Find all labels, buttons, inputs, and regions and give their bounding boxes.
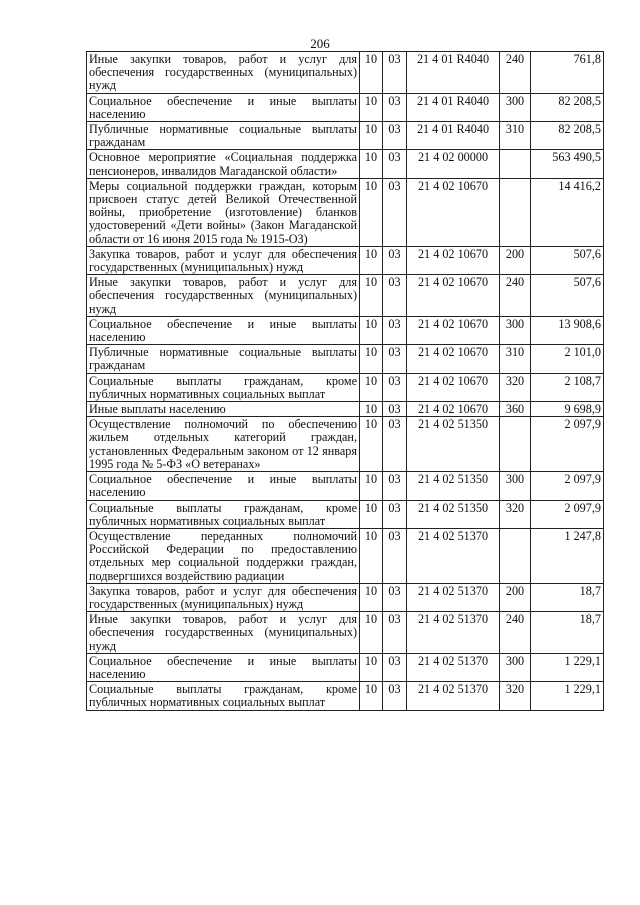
section-cell: 10 xyxy=(360,417,383,472)
subsection-cell: 03 xyxy=(383,122,407,150)
subsection-cell: 03 xyxy=(383,275,407,317)
row-name-cell: Социальные выплаты гражданам, кроме публичных нормативных социальных выплат xyxy=(87,682,360,710)
section-cell: 10 xyxy=(360,122,383,150)
section-cell: 10 xyxy=(360,178,383,246)
amount-cell: 2 097,9 xyxy=(531,417,604,472)
amount-cell: 1 229,1 xyxy=(531,682,604,710)
amount-cell: 82 208,5 xyxy=(531,93,604,121)
section-cell: 10 xyxy=(360,653,383,681)
row-name-cell: Публичные нормативные социальные выплаты гражданам xyxy=(87,122,360,150)
row-name-cell: Социальное обеспечение и иные выплаты населению xyxy=(87,316,360,344)
subsection-cell: 03 xyxy=(383,472,407,500)
target-article-cell: 21 4 02 51350 xyxy=(407,472,500,500)
table-row xyxy=(87,52,604,94)
subsection-cell: 03 xyxy=(383,93,407,121)
expense-type-cell: 240 xyxy=(500,52,531,94)
table-row xyxy=(87,122,604,150)
subsection-cell: 03 xyxy=(383,345,407,373)
target-article-cell: 21 4 02 10670 xyxy=(407,275,500,317)
budget-table-body xyxy=(87,52,604,711)
row-name-cell: Социальные выплаты гражданам, кроме публичных нормативных социальных выплат xyxy=(87,373,360,401)
expense-type-cell xyxy=(500,178,531,246)
target-article-cell: 21 4 02 51370 xyxy=(407,682,500,710)
section-cell: 10 xyxy=(360,275,383,317)
target-article-cell: 21 4 02 51350 xyxy=(407,500,500,528)
target-article-cell: 21 4 02 51370 xyxy=(407,612,500,654)
amount-cell: 507,6 xyxy=(531,246,604,274)
page-number: 206 xyxy=(310,36,330,51)
table-row xyxy=(87,316,604,344)
section-cell: 10 xyxy=(360,316,383,344)
subsection-cell: 03 xyxy=(383,653,407,681)
table-row xyxy=(87,417,604,472)
subsection-cell: 03 xyxy=(383,316,407,344)
subsection-cell: 03 xyxy=(383,500,407,528)
table-row xyxy=(87,246,604,274)
expense-type-cell xyxy=(500,528,531,583)
subsection-cell: 03 xyxy=(383,246,407,274)
section-cell: 10 xyxy=(360,246,383,274)
table-row xyxy=(87,373,604,401)
row-name-cell: Основное мероприятие «Социальная поддержка пенсионеров, инвалидов Магаданской области» xyxy=(87,150,360,178)
table-row xyxy=(87,612,604,654)
row-name-cell: Социальное обеспечение и иные выплаты населению xyxy=(87,93,360,121)
section-cell: 10 xyxy=(360,472,383,500)
section-cell: 10 xyxy=(360,150,383,178)
amount-cell: 14 416,2 xyxy=(531,178,604,246)
row-name-cell: Закупка товаров, работ и услуг для обеспечения государственных (муниципальных) нужд xyxy=(87,246,360,274)
amount-cell: 9 698,9 xyxy=(531,402,604,417)
subsection-cell: 03 xyxy=(383,417,407,472)
expense-type-cell xyxy=(500,417,531,472)
subsection-cell: 03 xyxy=(383,682,407,710)
target-article-cell: 21 4 01 R4040 xyxy=(407,52,500,94)
amount-cell: 82 208,5 xyxy=(531,122,604,150)
amount-cell: 507,6 xyxy=(531,275,604,317)
row-name-cell: Меры социальной поддержки граждан, которым присвоен статус детей Великой Отечественной войны, приобретение (изготовление) бланков удостоверений «Дети войны» (Закон Магаданской области от 16 июня 2015 года № 1915-ОЗ) xyxy=(87,178,360,246)
table-row xyxy=(87,93,604,121)
section-cell: 10 xyxy=(360,583,383,611)
table-row xyxy=(87,682,604,710)
target-article-cell: 21 4 02 51350 xyxy=(407,417,500,472)
table-row xyxy=(87,653,604,681)
amount-cell: 1 229,1 xyxy=(531,653,604,681)
expense-type-cell: 320 xyxy=(500,682,531,710)
expense-type-cell: 300 xyxy=(500,472,531,500)
table-row xyxy=(87,402,604,417)
amount-cell: 18,7 xyxy=(531,583,604,611)
section-cell: 10 xyxy=(360,682,383,710)
row-name-cell: Социальные выплаты гражданам, кроме публичных нормативных социальных выплат xyxy=(87,500,360,528)
subsection-cell: 03 xyxy=(383,612,407,654)
target-article-cell: 21 4 02 10670 xyxy=(407,345,500,373)
table-row xyxy=(87,500,604,528)
target-article-cell: 21 4 02 10670 xyxy=(407,178,500,246)
target-article-cell: 21 4 02 10670 xyxy=(407,373,500,401)
subsection-cell: 03 xyxy=(383,150,407,178)
expense-type-cell: 240 xyxy=(500,275,531,317)
budget-table xyxy=(86,51,604,711)
table-row xyxy=(87,178,604,246)
section-cell: 10 xyxy=(360,402,383,417)
row-name-cell: Иные выплаты населению xyxy=(87,402,360,417)
table-row xyxy=(87,150,604,178)
section-cell: 10 xyxy=(360,93,383,121)
target-article-cell: 21 4 02 10670 xyxy=(407,402,500,417)
expense-type-cell: 320 xyxy=(500,500,531,528)
amount-cell: 2 097,9 xyxy=(531,472,604,500)
expense-type-cell: 300 xyxy=(500,316,531,344)
row-name-cell: Иные закупки товаров, работ и услуг для обеспечения государственных (муниципальных) нужд xyxy=(87,275,360,317)
amount-cell: 761,8 xyxy=(531,52,604,94)
target-article-cell: 21 4 02 51370 xyxy=(407,653,500,681)
expense-type-cell: 360 xyxy=(500,402,531,417)
section-cell: 10 xyxy=(360,52,383,94)
expense-type-cell: 300 xyxy=(500,653,531,681)
subsection-cell: 03 xyxy=(383,583,407,611)
subsection-cell: 03 xyxy=(383,402,407,417)
section-cell: 10 xyxy=(360,528,383,583)
expense-type-cell: 200 xyxy=(500,246,531,274)
section-cell: 10 xyxy=(360,500,383,528)
expense-type-cell: 310 xyxy=(500,122,531,150)
target-article-cell: 21 4 02 00000 xyxy=(407,150,500,178)
row-name-cell: Социальное обеспечение и иные выплаты населению xyxy=(87,472,360,500)
amount-cell: 2 108,7 xyxy=(531,373,604,401)
table-row xyxy=(87,275,604,317)
table-row xyxy=(87,583,604,611)
expense-type-cell: 320 xyxy=(500,373,531,401)
amount-cell: 2 097,9 xyxy=(531,500,604,528)
amount-cell: 563 490,5 xyxy=(531,150,604,178)
row-name-cell: Закупка товаров, работ и услуг для обеспечения государственных (муниципальных) нужд xyxy=(87,583,360,611)
target-article-cell: 21 4 02 51370 xyxy=(407,583,500,611)
table-row xyxy=(87,345,604,373)
target-article-cell: 21 4 01 R4040 xyxy=(407,122,500,150)
target-article-cell: 21 4 02 10670 xyxy=(407,246,500,274)
subsection-cell: 03 xyxy=(383,52,407,94)
table-row xyxy=(87,528,604,583)
target-article-cell: 21 4 01 R4040 xyxy=(407,93,500,121)
section-cell: 10 xyxy=(360,373,383,401)
target-article-cell: 21 4 02 10670 xyxy=(407,316,500,344)
subsection-cell: 03 xyxy=(383,373,407,401)
amount-cell: 18,7 xyxy=(531,612,604,654)
amount-cell: 1 247,8 xyxy=(531,528,604,583)
amount-cell: 2 101,0 xyxy=(531,345,604,373)
row-name-cell: Социальное обеспечение и иные выплаты населению xyxy=(87,653,360,681)
expense-type-cell: 240 xyxy=(500,612,531,654)
table-row xyxy=(87,472,604,500)
section-cell: 10 xyxy=(360,345,383,373)
row-name-cell: Иные закупки товаров, работ и услуг для обеспечения государственных (муниципальных) нужд xyxy=(87,52,360,94)
row-name-cell: Иные закупки товаров, работ и услуг для обеспечения государственных (муниципальных) нужд xyxy=(87,612,360,654)
target-article-cell: 21 4 02 51370 xyxy=(407,528,500,583)
expense-type-cell: 300 xyxy=(500,93,531,121)
subsection-cell: 03 xyxy=(383,528,407,583)
section-cell: 10 xyxy=(360,612,383,654)
subsection-cell: 03 xyxy=(383,178,407,246)
row-name-cell: Осуществление переданных полномочий Российской Федерации по предоставлению отдельных мер социальной поддержки граждан, подвергшихся воздействию радиации xyxy=(87,528,360,583)
row-name-cell: Публичные нормативные социальные выплаты гражданам xyxy=(87,345,360,373)
row-name-cell: Осуществление полномочий по обеспечению жильем отдельных категорий граждан, установленных Федеральным законом от 12 января 1995 года № 5-ФЗ «О ветеранах» xyxy=(87,417,360,472)
expense-type-cell: 310 xyxy=(500,345,531,373)
expense-type-cell: 200 xyxy=(500,583,531,611)
expense-type-cell xyxy=(500,150,531,178)
amount-cell: 13 908,6 xyxy=(531,316,604,344)
